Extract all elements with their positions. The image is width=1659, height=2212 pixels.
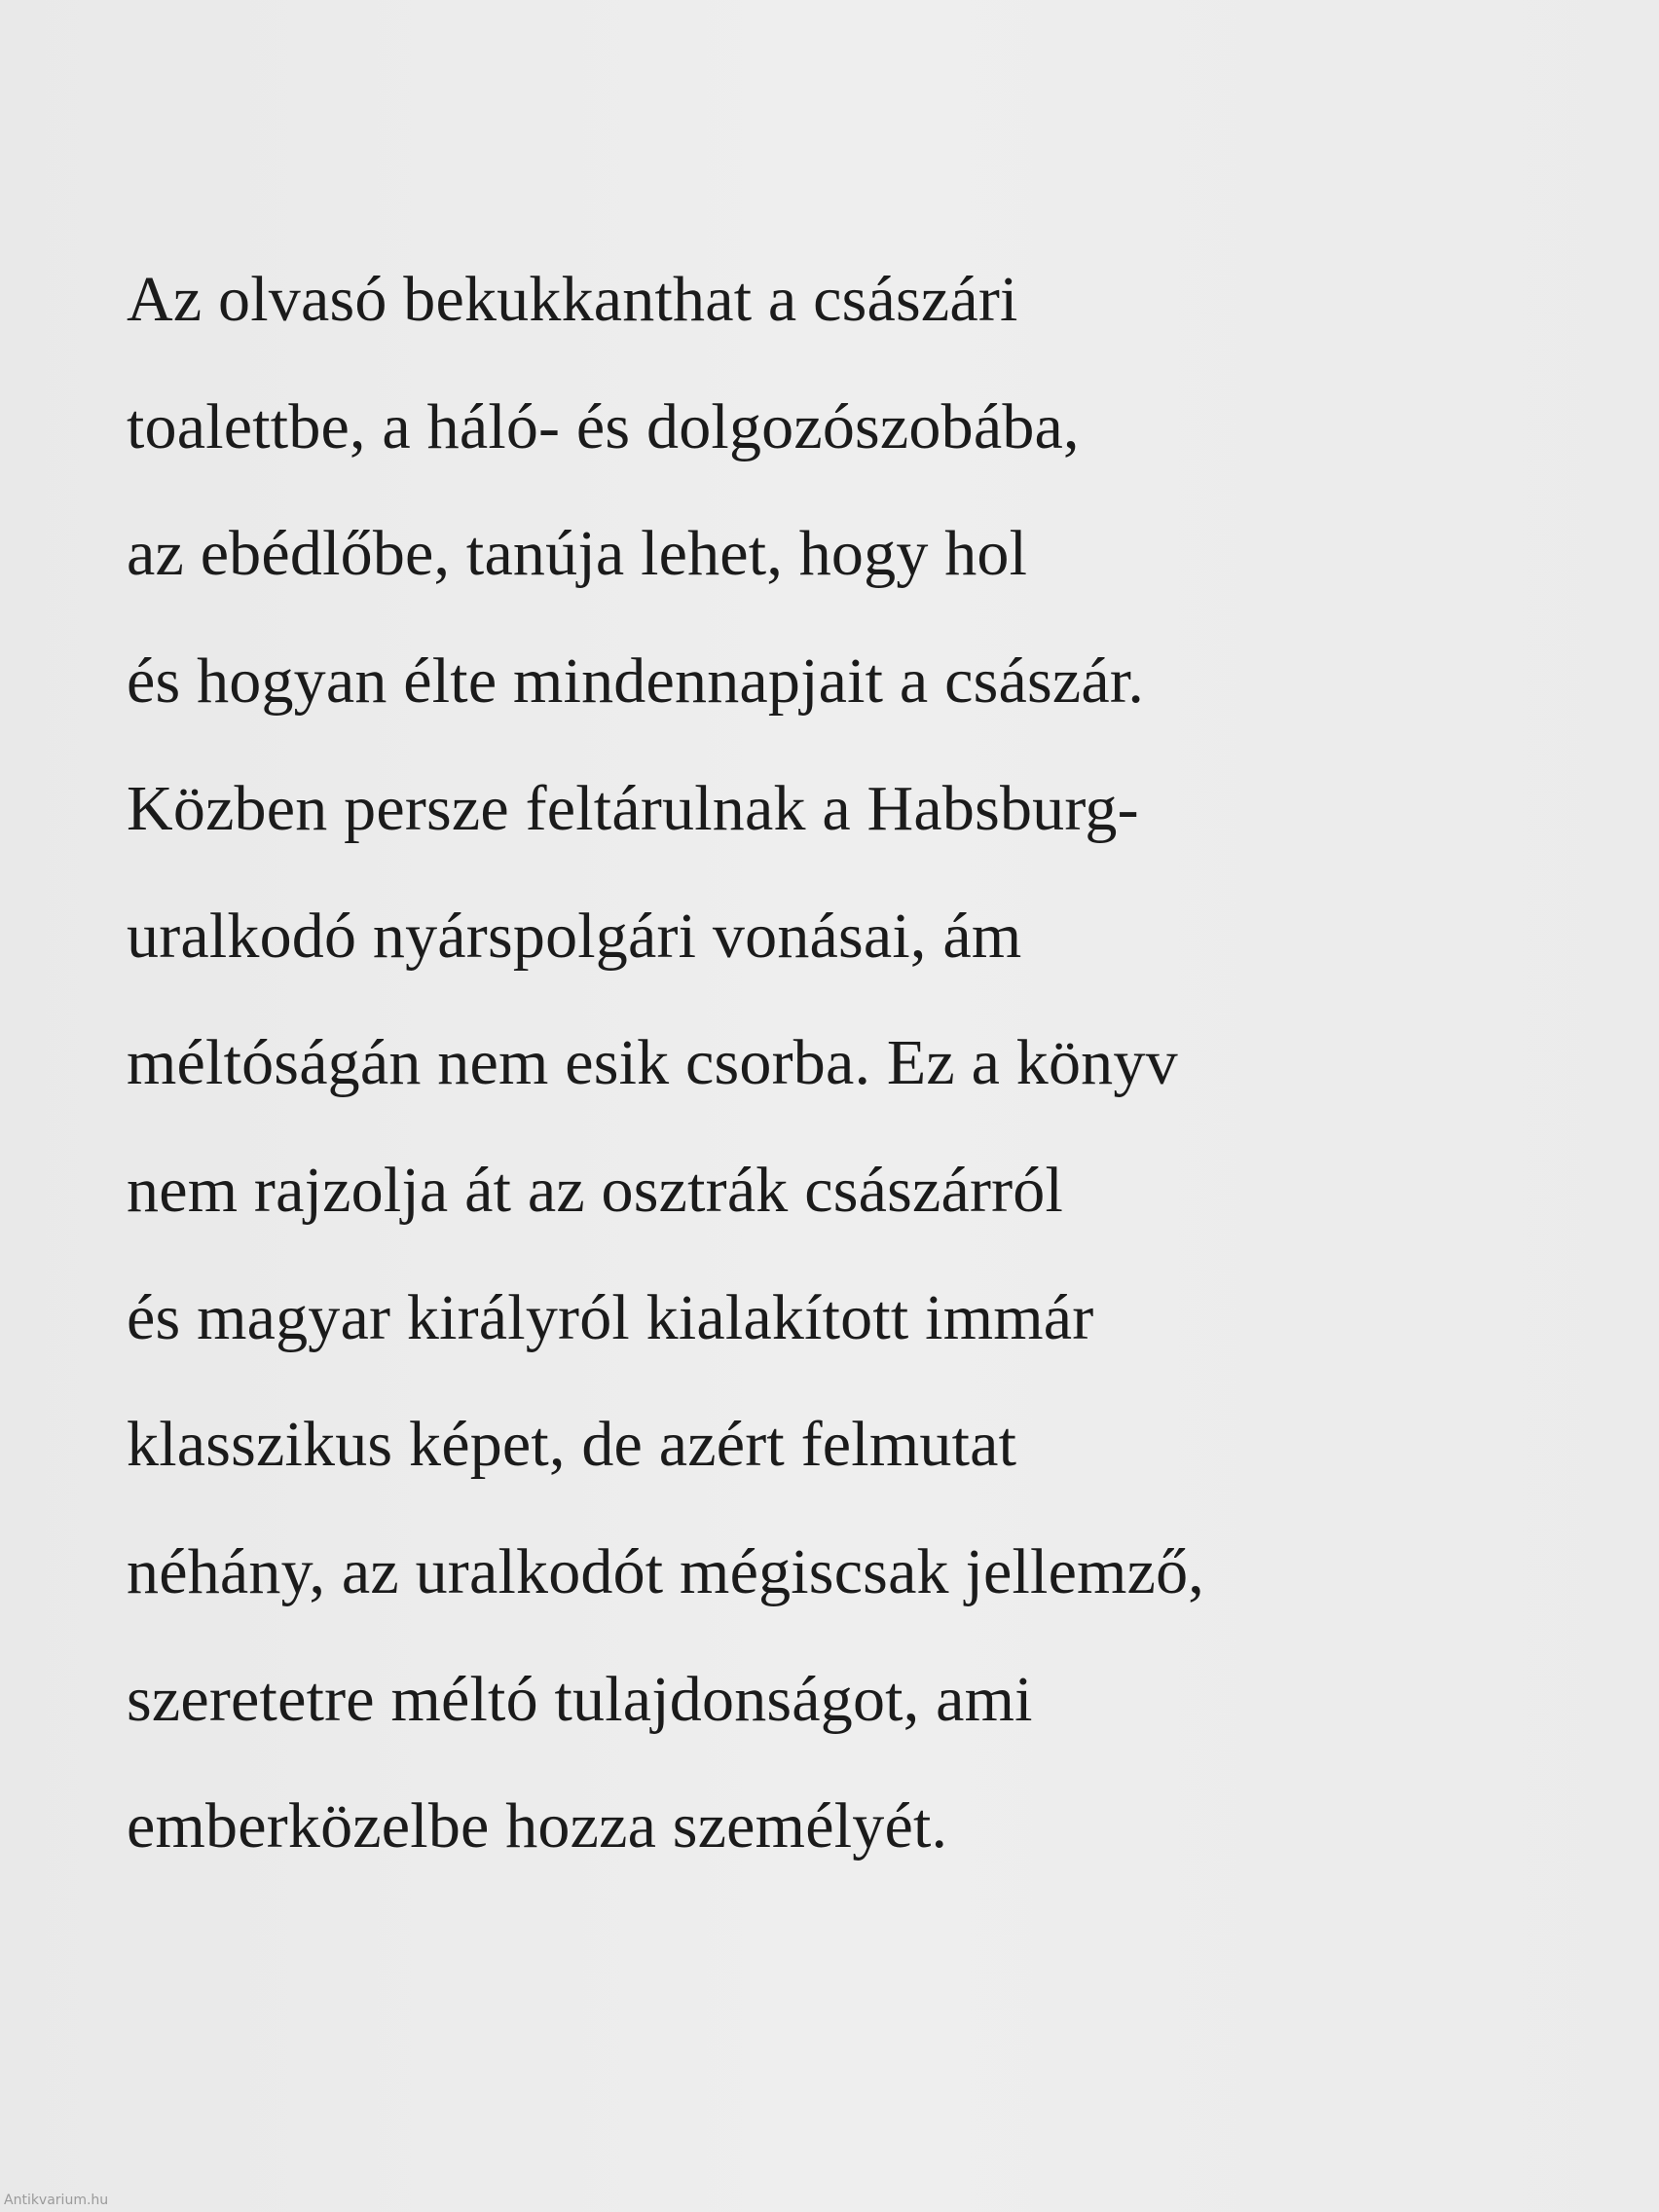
text-line: nem rajzolja át az osztrák császárról xyxy=(127,1154,1064,1226)
text-line: uralkodó nyárspolgári vonásai, ám xyxy=(127,900,1022,972)
text-line: szeretetre méltó tulajdonságot, ami xyxy=(127,1663,1033,1735)
watermark: Antikvarium.hu xyxy=(4,2193,109,2208)
text-line: és magyar királyról kialakított immár xyxy=(127,1281,1094,1353)
text-line: klasszikus képet, de azért felmutat xyxy=(127,1409,1017,1481)
body-paragraph xyxy=(127,237,1529,1891)
text-line: toalettbe, a háló- és dolgozószobába, xyxy=(127,390,1080,462)
text-line: és hogyan élte mindennapjait a császár. xyxy=(127,645,1145,718)
text-line: emberközelbe hozza személyét. xyxy=(127,1790,948,1862)
text-line: méltóságán nem esik csorba. Ez a könyv xyxy=(127,1027,1178,1099)
text-line: az ebédlőbe, tanúja lehet, hogy hol xyxy=(127,518,1028,590)
text-line: Az olvasó bekukkanthat a császári xyxy=(127,264,1018,335)
text-line: néhány, az uralkodót mégiscsak jellemző, xyxy=(127,1536,1204,1608)
text-line: Közben persze feltárulnak a Habsburg- xyxy=(127,772,1139,844)
